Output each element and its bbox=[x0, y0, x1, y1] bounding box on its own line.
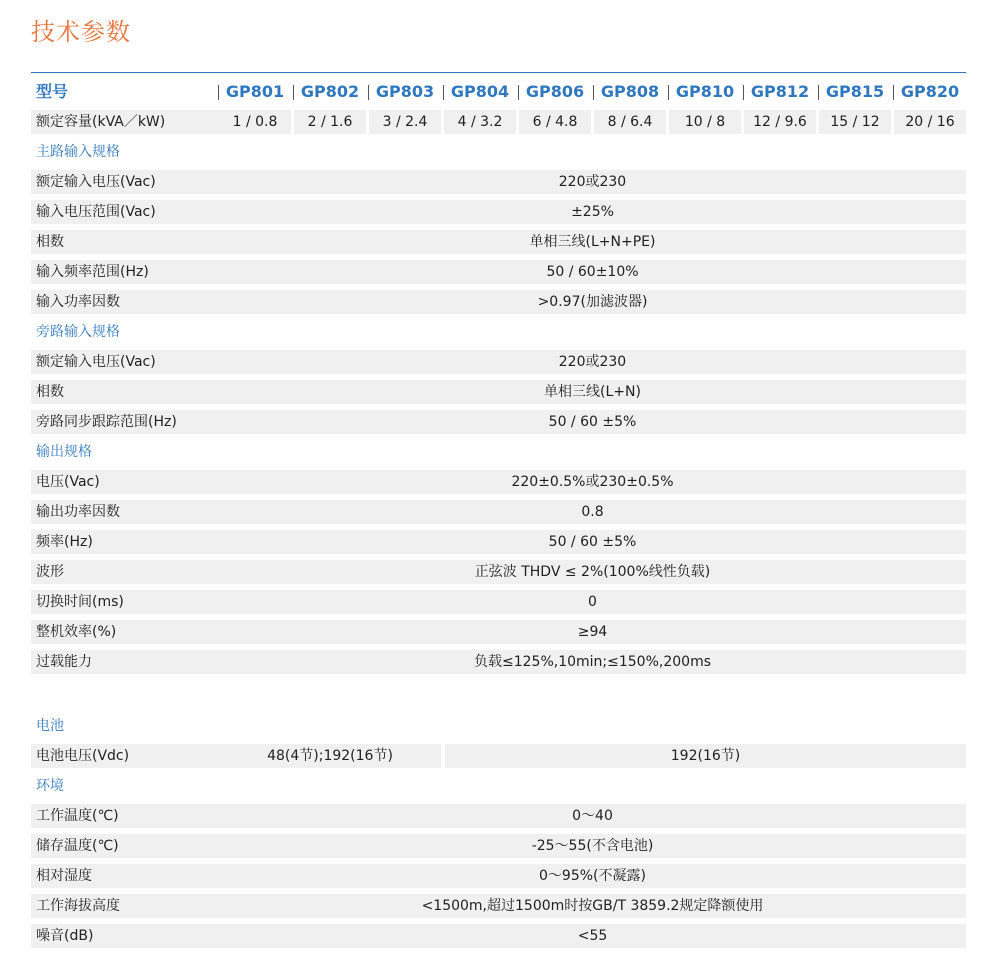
model-gp806: GP806 bbox=[525, 82, 585, 101]
spec-row bbox=[31, 500, 966, 524]
spec-value: 0 bbox=[219, 590, 966, 614]
spec-label: 额定输入电压(Vac) bbox=[31, 170, 220, 194]
model-gp801: GP801 bbox=[225, 82, 285, 101]
spec-row bbox=[31, 410, 966, 434]
spec-label: 整机效率(%) bbox=[31, 620, 220, 644]
model-header-label: 型号 bbox=[36, 82, 69, 101]
spec-row bbox=[31, 470, 966, 494]
capacity-label: 额定容量(kVA／kW) bbox=[31, 110, 220, 134]
spec-value: 220±0.5%或230±0.5% bbox=[219, 470, 966, 494]
spec-row bbox=[31, 650, 966, 674]
spec-label: 相数 bbox=[31, 230, 220, 254]
battery-row bbox=[31, 744, 966, 768]
spec-value: <55 bbox=[219, 924, 966, 948]
model-gp820: GP820 bbox=[900, 82, 960, 101]
spec-row bbox=[31, 530, 966, 554]
spec-row bbox=[31, 924, 966, 948]
capacity-gp815: 15 / 12 bbox=[819, 110, 891, 134]
header-rule bbox=[31, 72, 966, 73]
spec-value: <1500m,超过1500m时按GB/T 3859.2规定降额使用 bbox=[219, 894, 966, 918]
capacity-gp820: 20 / 16 bbox=[894, 110, 966, 134]
spec-value: 0～40 bbox=[219, 804, 966, 828]
spec-row bbox=[31, 590, 966, 614]
section-main-input: 主路输入规格 bbox=[36, 144, 120, 160]
spec-label: 输入功率因数 bbox=[31, 290, 220, 314]
spec-row bbox=[31, 290, 966, 314]
model-gp803: GP803 bbox=[375, 82, 435, 101]
spec-row bbox=[31, 560, 966, 584]
spec-row bbox=[31, 170, 966, 194]
spec-value: 220或230 bbox=[219, 170, 966, 194]
spec-row bbox=[31, 230, 966, 254]
spec-row bbox=[31, 380, 966, 404]
spec-label: 输入频率范围(Hz) bbox=[31, 260, 220, 284]
capacity-row bbox=[31, 110, 966, 134]
spec-label: 储存温度(℃) bbox=[31, 834, 220, 858]
section-bypass-input: 旁路输入规格 bbox=[36, 324, 120, 340]
page-title: 技术参数 bbox=[31, 18, 131, 46]
spec-label: 工作温度(℃) bbox=[31, 804, 220, 828]
spec-label: 输入电压范围(Vac) bbox=[31, 200, 220, 224]
section-battery: 电池 bbox=[36, 718, 64, 734]
model-gp802: GP802 bbox=[300, 82, 360, 101]
spec-label: 输出功率因数 bbox=[31, 500, 220, 524]
model-header-row bbox=[31, 80, 966, 104]
spec-label: 波形 bbox=[31, 560, 220, 584]
capacity-gp802: 2 / 1.6 bbox=[294, 110, 366, 134]
spec-label: 频率(Hz) bbox=[31, 530, 220, 554]
spec-value: 220或230 bbox=[219, 350, 966, 374]
battery-voltage-small-models: 48(4节);192(16节) bbox=[219, 744, 441, 768]
spec-label: 噪音(dB) bbox=[31, 924, 220, 948]
spec-value: -25～55(不含电池) bbox=[219, 834, 966, 858]
spec-label: 切换时间(ms) bbox=[31, 590, 220, 614]
spec-label: 额定输入电压(Vac) bbox=[31, 350, 220, 374]
spec-value: 负载≤125%,10min;≤150%,200ms bbox=[219, 650, 966, 674]
spec-row bbox=[31, 894, 966, 918]
spec-value: 单相三线(L+N) bbox=[219, 380, 966, 404]
spec-value: 0～95%(不凝露) bbox=[219, 864, 966, 888]
spec-value: 50 / 60 ±5% bbox=[219, 530, 966, 554]
spec-label: 过载能力 bbox=[31, 650, 220, 674]
capacity-gp801: 1 / 0.8 bbox=[219, 110, 291, 134]
spec-row bbox=[31, 200, 966, 224]
model-gp810: GP810 bbox=[675, 82, 735, 101]
spec-row bbox=[31, 834, 966, 858]
model-gp808: GP808 bbox=[600, 82, 660, 101]
spec-label: 相对湿度 bbox=[31, 864, 220, 888]
spec-row bbox=[31, 620, 966, 644]
spec-value: 单相三线(L+N+PE) bbox=[219, 230, 966, 254]
spec-value: ±25% bbox=[219, 200, 966, 224]
battery-voltage-large-models: 192(16节) bbox=[445, 744, 966, 768]
capacity-gp804: 4 / 3.2 bbox=[444, 110, 516, 134]
spec-label: 旁路同步跟踪范围(Hz) bbox=[31, 410, 220, 434]
spec-row bbox=[31, 350, 966, 374]
spec-row bbox=[31, 864, 966, 888]
section-output: 输出规格 bbox=[36, 444, 92, 460]
section-environment: 环境 bbox=[36, 778, 64, 794]
model-gp804: GP804 bbox=[450, 82, 510, 101]
spec-row bbox=[31, 260, 966, 284]
spec-value: 50 / 60±10% bbox=[219, 260, 966, 284]
capacity-gp808: 8 / 6.4 bbox=[594, 110, 666, 134]
spec-label: 工作海拔高度 bbox=[31, 894, 220, 918]
spec-value: >0.97(加滤波器) bbox=[219, 290, 966, 314]
spec-label: 相数 bbox=[31, 380, 220, 404]
capacity-gp806: 6 / 4.8 bbox=[519, 110, 591, 134]
spec-value: ≥94 bbox=[219, 620, 966, 644]
spec-value: 正弦波 THDV ≤ 2%(100%线性负载) bbox=[219, 560, 966, 584]
capacity-gp810: 10 / 8 bbox=[669, 110, 741, 134]
battery-voltage-label: 电池电压(Vdc) bbox=[31, 744, 220, 768]
capacity-gp812: 12 / 9.6 bbox=[744, 110, 816, 134]
spec-value: 0.8 bbox=[219, 500, 966, 524]
spec-value: 50 / 60 ±5% bbox=[219, 410, 966, 434]
capacity-gp803: 3 / 2.4 bbox=[369, 110, 441, 134]
spec-label: 电压(Vac) bbox=[31, 470, 220, 494]
spec-row bbox=[31, 804, 966, 828]
model-gp812: GP812 bbox=[750, 82, 810, 101]
model-gp815: GP815 bbox=[825, 82, 885, 101]
